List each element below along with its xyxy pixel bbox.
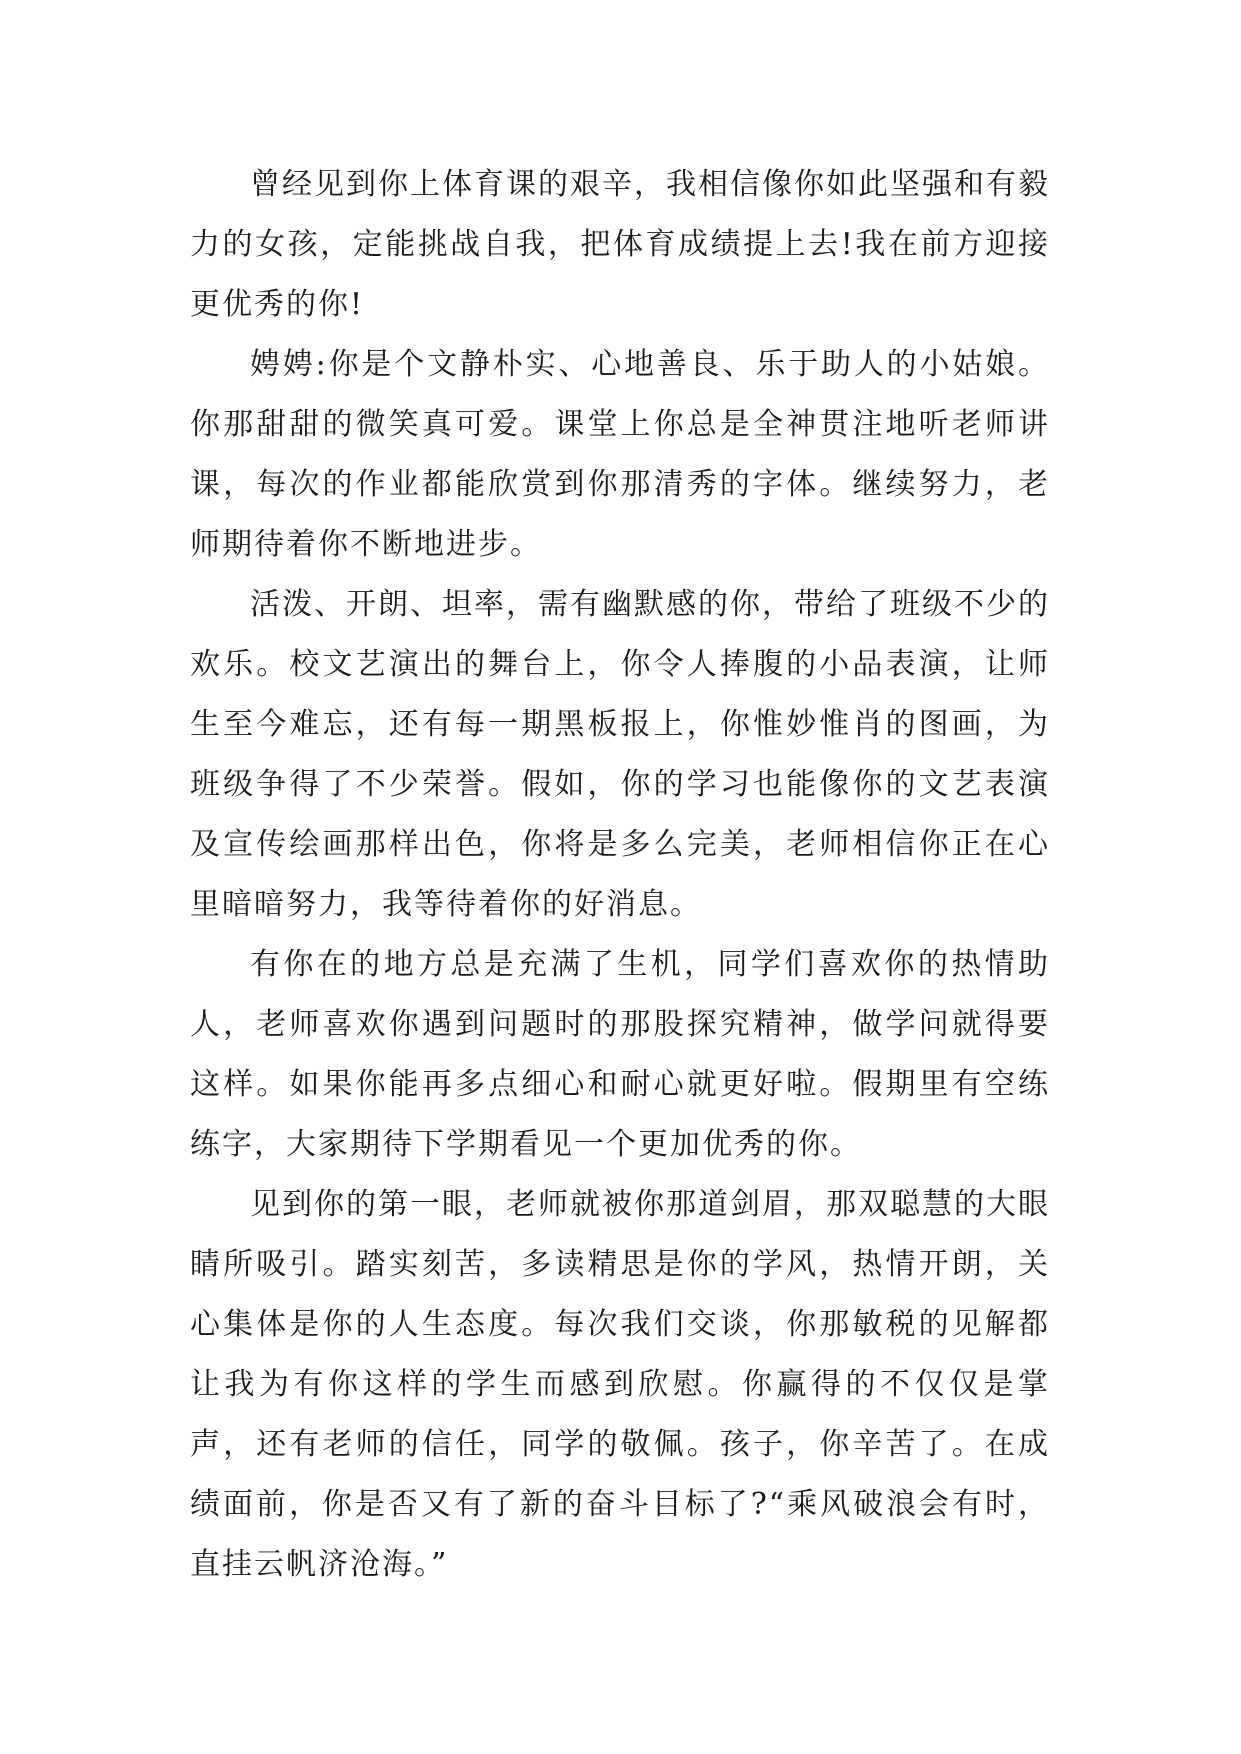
paragraph: 有你在的地方总是充满了生机，同学们喜欢你的热情助人，老师喜欢你遇到问题时的那股探究精神，做学问就得要这样。如果你能再多点细心和耐心就更好啦。假期里有空练练字，大家期待下学期看见一个更加优秀的你。: [190, 947, 1050, 1162]
paragraph: 见到你的第一眼，老师就被你那道剑眉，那双聪慧的大眼睛所吸引。踏实刻苦，多读精思是你的学风，热情开朗，关心集体是你的人生态度。每次我们交谈，你那敏税的见解都让我为有你这样的学生而感到欣慰。你赢得的不仅仅是掌声，还有老师的信任，同学的敬佩。孩子，你辛苦了。在成绩面前，你是否又有了新的奋斗目标了?“乘风破浪会有时，直挂云帆济沧海。”: [190, 1187, 1050, 1582]
paragraph: 活泼、开朗、坦率，需有幽默感的你，带给了班级不少的欢乐。校文艺演出的舞台上，你令人捧腹的小品表演，让师生至今难忘，还有每一期黑板报上，你惟妙惟肖的图画，为班级争得了不少荣誉。假如，你的学习也能像你的文艺表演及宣传绘画那样出色，你将是多么完美，老师相信你正在心里暗暗努力，我等待着你的好消息。: [190, 587, 1050, 922]
paragraph: 娉娉:你是个文静朴实、心地善良、乐于助人的小姑娘。你那甜甜的微笑真可爱。课堂上你总是全神贯注地听老师讲课，每次的作业都能欣赏到你那清秀的字体。继续努力，老师期待着你不断地进步。: [190, 347, 1050, 562]
document-body: [190, 155, 1050, 1595]
paragraph: 曾经见到你上体育课的艰辛，我相信像你如此坚强和有毅力的女孩，定能挑战自我，把体育成绩提上去!我在前方迎接更优秀的你!: [190, 167, 1050, 322]
